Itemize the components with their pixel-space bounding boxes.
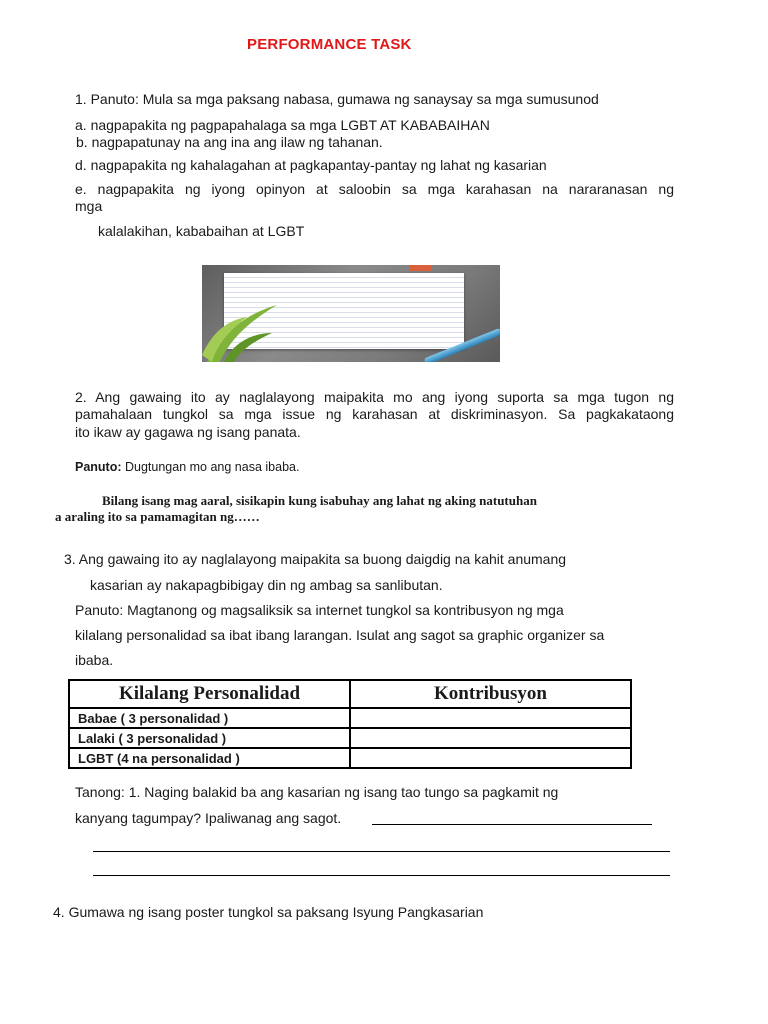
- answer-cell-lalaki[interactable]: [350, 728, 631, 748]
- panuto-label: Panuto:: [75, 460, 122, 474]
- task1-item-e-continuation: kalalakihan, kababaihan at LGBT: [98, 223, 305, 239]
- table-header-row: [69, 680, 631, 708]
- task3-panuto-3: ibaba.: [75, 652, 114, 668]
- question-line-2: kanyang tagumpay? Ipaliwanag ang sagot.: [75, 810, 342, 826]
- page-title: PERFORMANCE TASK: [247, 36, 412, 53]
- task1-instruction: 1. Panuto: Mula sa mga paksang nabasa, gumawa ng sanaysay sa mga sumusunod: [75, 91, 599, 107]
- plant-leaves-icon: [202, 295, 282, 362]
- task2-prompt-line-2: a araling ito sa pamamagitan ng……: [55, 509, 260, 524]
- answer-blank-2[interactable]: [93, 851, 670, 852]
- task2-line-2: pamahalaan tungkol sa mga issue ng karahasan at diskriminasyon. Sa pagkakataong: [75, 406, 674, 422]
- answer-blank-3[interactable]: [93, 875, 670, 876]
- answer-cell-babae[interactable]: [350, 708, 631, 728]
- notepaper-photo: [202, 265, 500, 362]
- task4-text: 4. Gumawa ng isang poster tungkol sa paksang Isyung Pangkasarian: [53, 904, 484, 920]
- row-label-lalaki: Lalaki ( 3 personalidad ): [69, 728, 350, 748]
- table-row: [69, 728, 631, 748]
- task2-line-3: ito ikaw ay gagawa ng isang panata.: [75, 424, 301, 440]
- table-row: [69, 708, 631, 728]
- task1-item-e: e. nagpapakita ng iyong opinyon at saloobin sa mga karahasan na nararanasan ng: [75, 181, 674, 197]
- table-row: [69, 748, 631, 768]
- question-line-1: Tanong: 1. Naging balakid ba ang kasarian ng isang tao tungo sa pagkamit ng: [75, 784, 559, 800]
- task2-panuto: [75, 460, 299, 474]
- graphic-organizer-table: [68, 679, 632, 769]
- answer-cell-lgbt[interactable]: [350, 748, 631, 768]
- task2-prompt-line-1: Bilang isang mag aaral, sisikapin kung isabuhay ang lahat ng aking natutuhan: [102, 493, 537, 508]
- task1-item-a: a. nagpapakita ng pagpapahalaga sa mga LGBT AT KABABAIHAN: [75, 117, 490, 133]
- header-kilalang-personalidad: Kilalang Personalidad: [69, 680, 350, 708]
- task2-line-1: 2. Ang gawaing ito ay naglalayong maipakita mo ang iyong suporta sa mga tugon ng: [75, 389, 674, 405]
- task3-panuto-1: Panuto: Magtanong og magsaliksik sa internet tungkol sa kontribusyon ng mga: [75, 602, 564, 618]
- header-kontribusyon: Kontribusyon: [350, 680, 631, 708]
- task3-line-1: 3. Ang gawaing ito ay naglalayong maipakita sa buong daigdig na kahit anumang: [64, 551, 567, 567]
- row-label-lgbt: LGBT (4 na personalidad ): [69, 748, 350, 768]
- paper-clip: [410, 265, 432, 271]
- answer-blank-1[interactable]: [372, 824, 652, 825]
- panuto-text: Dugtungan mo ang nasa ibaba: [121, 460, 296, 474]
- task1-item-d: d. nagpapakita ng kahalagahan at pagkapantay-pantay ng lahat ng kasarian: [75, 157, 547, 173]
- row-label-babae: Babae ( 3 personalidad ): [69, 708, 350, 728]
- task3-panuto-2: kilalang personalidad sa ibat ibang larangan. Isulat ang sagot sa graphic organizer sa: [75, 627, 605, 643]
- task3-line-2: kasarian ay nakapagbibigay din ng ambag sa sanlibutan.: [90, 577, 443, 593]
- task1-item-e-wrap: mga: [75, 198, 103, 214]
- panuto-end: .: [295, 460, 300, 474]
- task1-item-b: b. nagpapatunay na ang ina ang ilaw ng tahanan.: [76, 134, 383, 150]
